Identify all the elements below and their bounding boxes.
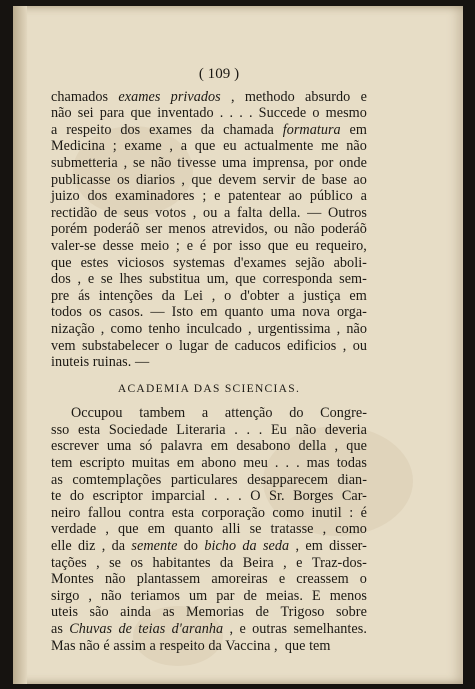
text-line: rectidão de seus votos , ou a falta della. — Outros: [51, 204, 367, 221]
text-line: tações , se os habitantes da Beira , e Traz-dos-: [51, 554, 367, 571]
text-line: vem substabelecer o lugar de caducos edificios , ou: [51, 337, 367, 354]
text-line: nização , como tenho inculcado , urgentissima , não: [51, 320, 367, 337]
text-line: elle diz , da semente do bicho da seda , em disser-: [51, 538, 367, 555]
text-line: a respeito dos exames da chamada formatura em: [51, 121, 367, 138]
text-line: Occupou tambem a attenção do Congre-: [71, 405, 367, 422]
text-line: Montes não plantassem amoreiras e creassem o: [51, 571, 367, 588]
text-line: porém poderáõ ser menos atrevidos, ou não poderáõ: [51, 221, 367, 238]
text-line: sirgo , não teriamos um par de meias. E menos: [51, 587, 367, 604]
page-gutter: [13, 6, 27, 684]
text-line: valer-se desse meio ; e é por isso que eu requeiro,: [51, 237, 367, 254]
text-line: sso esta Sociedade Literaria . . . Eu não deveria: [51, 421, 367, 438]
text-line: [51, 354, 367, 371]
paragraph-continuation: [51, 89, 367, 371]
text-line: que estes viciosos systemas d'exames sejão aboli-: [51, 254, 367, 271]
text-line: verdade , que em quanto alli se tratasse , como: [51, 521, 367, 538]
text-line: chamados exames privados , methodo absurdo e: [51, 88, 367, 105]
page-number: ( 109 ): [198, 66, 240, 82]
text-segment: Mas não é assim a respeito da Vaccina , que tem: [51, 637, 331, 654]
paragraph-academia: [51, 405, 367, 654]
text-line: publicasse os diarios , que devem servir de base ao: [51, 171, 367, 188]
text-line: neiro fallou contra esta corporação como inutil : é: [51, 504, 367, 521]
section-heading: ACADEMIA DAS SCIENCIAS.: [117, 382, 301, 395]
text-line: juizo dos examinadores ; e patentear ao público a: [51, 188, 367, 205]
text-line: te do escriptor imparcial . . . O Sr. Borges Car-: [51, 488, 367, 505]
text-line: [51, 638, 367, 655]
book-page: [13, 6, 463, 684]
page-text: [51, 66, 367, 654]
text-line: pre ás intenções da Lei , o d'obter a justiça em: [51, 287, 367, 304]
text-line: uteis são ainda as Memorias de Trigoso sobre: [51, 604, 367, 621]
text-line: não sei para que inventado . . . . Succede o mesmo: [51, 105, 367, 122]
text-line: escrever uma só palavra em desabono della , que: [51, 438, 367, 455]
text-line: todos os casos. — Isto em quanto uma nova orga-: [51, 304, 367, 321]
text-segment: inuteis ruinas. —: [51, 354, 150, 371]
text-line: as Chuvas de teias d'aranha , e outras semelhantes.: [51, 621, 367, 637]
text-line: submetteria , se não tivesse uma imprensa, por onde: [51, 154, 367, 171]
text-line: Medicina ; exame , a que eu actualmente me não: [51, 138, 367, 155]
text-line: as comtemplações particulares desapparecem dian-: [51, 471, 367, 488]
text-line: dos , e se lhes substitua um, que corresponda sem-: [51, 271, 367, 288]
text-line: tem escripto muitas em abono meu . . . mas todas: [51, 455, 367, 472]
